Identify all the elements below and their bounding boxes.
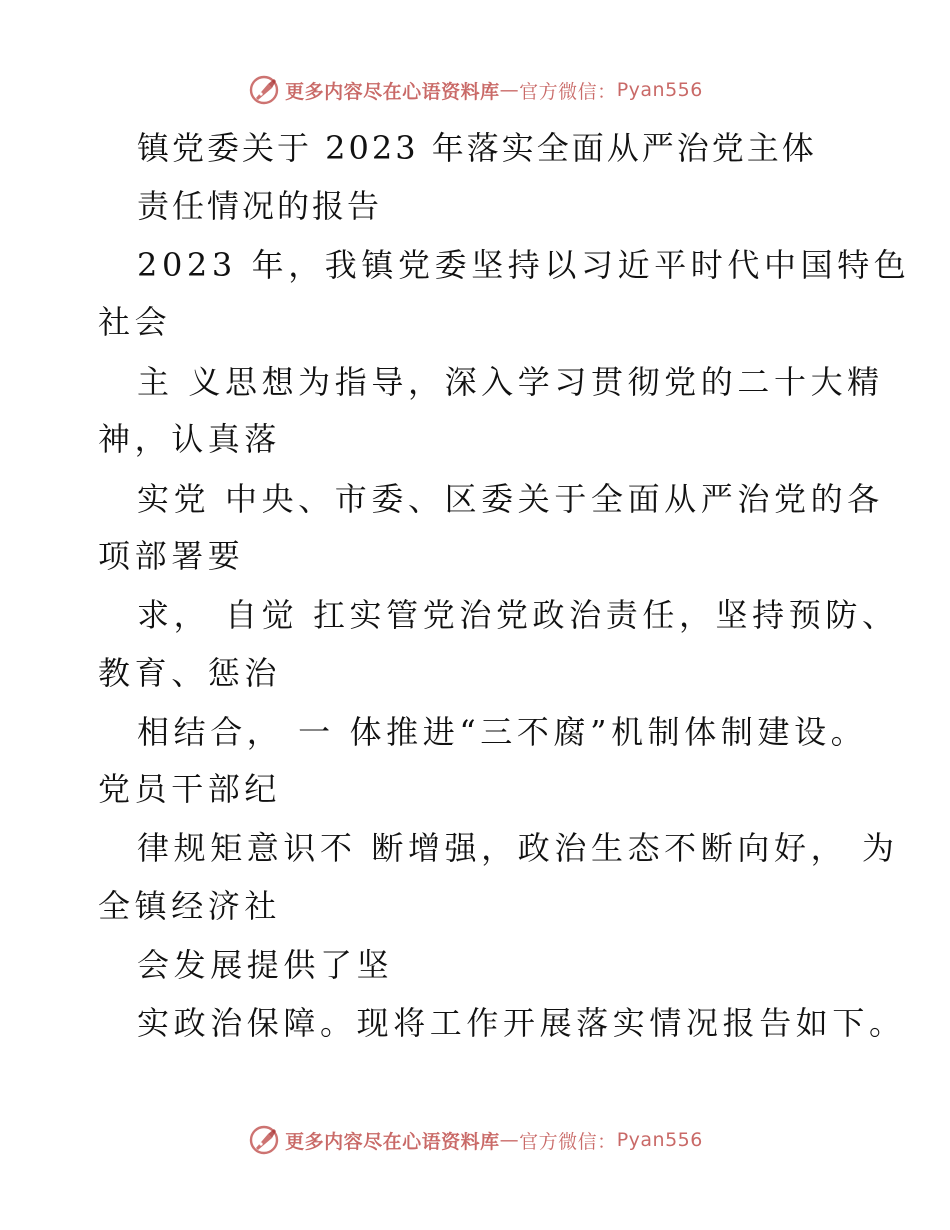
paragraph-line: 神，认真落 <box>98 420 282 458</box>
paragraph-line: 全镇经济社 <box>98 887 282 925</box>
banner-dash: — <box>499 79 520 101</box>
paragraph-line: 会发展提供了坚 <box>137 946 394 984</box>
paragraph-line: 律规矩意识不 断增强，政治生态不断向好， 为 <box>137 829 899 867</box>
document-title-line-2: 责任情况的报告 <box>137 187 383 225</box>
paragraph-line: 实政治保障。现将工作开展落实情况报告如下。 <box>137 1004 906 1042</box>
pen-nib-circle-icon <box>247 1123 281 1157</box>
paragraph-line: 相结合， 一 体推进“三不腐”机制体制建设。 <box>137 713 868 751</box>
paragraph-line: 党员干部纪 <box>98 770 282 808</box>
banner-wechat-label: 官方微信： <box>519 1130 617 1153</box>
banner-main-text: 更多内容尽在心语资料库 <box>285 1130 500 1153</box>
paragraph-line: 2023 年，我镇党委坚持以习近平时代中国特色 <box>137 246 911 284</box>
paragraph-line: 主 义思想为指导，深入学习贯彻党的二十大精 <box>137 363 884 401</box>
paragraph-line: 实党 中央、市委、区委关于全面从严治党的各 <box>137 480 884 518</box>
banner-dash: — <box>499 1129 520 1151</box>
paragraph-line: 教育、惩治 <box>98 654 282 692</box>
banner-wechat-id: Pyan556 <box>616 1129 703 1151</box>
footer-banner <box>0 1122 950 1158</box>
banner-wechat-id: Pyan556 <box>616 79 703 101</box>
banner-wechat-label: 官方微信： <box>519 80 617 103</box>
paragraph-line: 项部署要 <box>98 537 245 575</box>
document-title-line-1: 镇党委关于 2023 年落实全面从严治党主体 <box>137 129 817 167</box>
banner-main-text: 更多内容尽在心语资料库 <box>285 80 500 103</box>
paragraph-line: 社会 <box>98 303 172 341</box>
paragraph-line: 求， 自觉 扛实管党治党政治责任，坚持预防、 <box>137 596 899 634</box>
